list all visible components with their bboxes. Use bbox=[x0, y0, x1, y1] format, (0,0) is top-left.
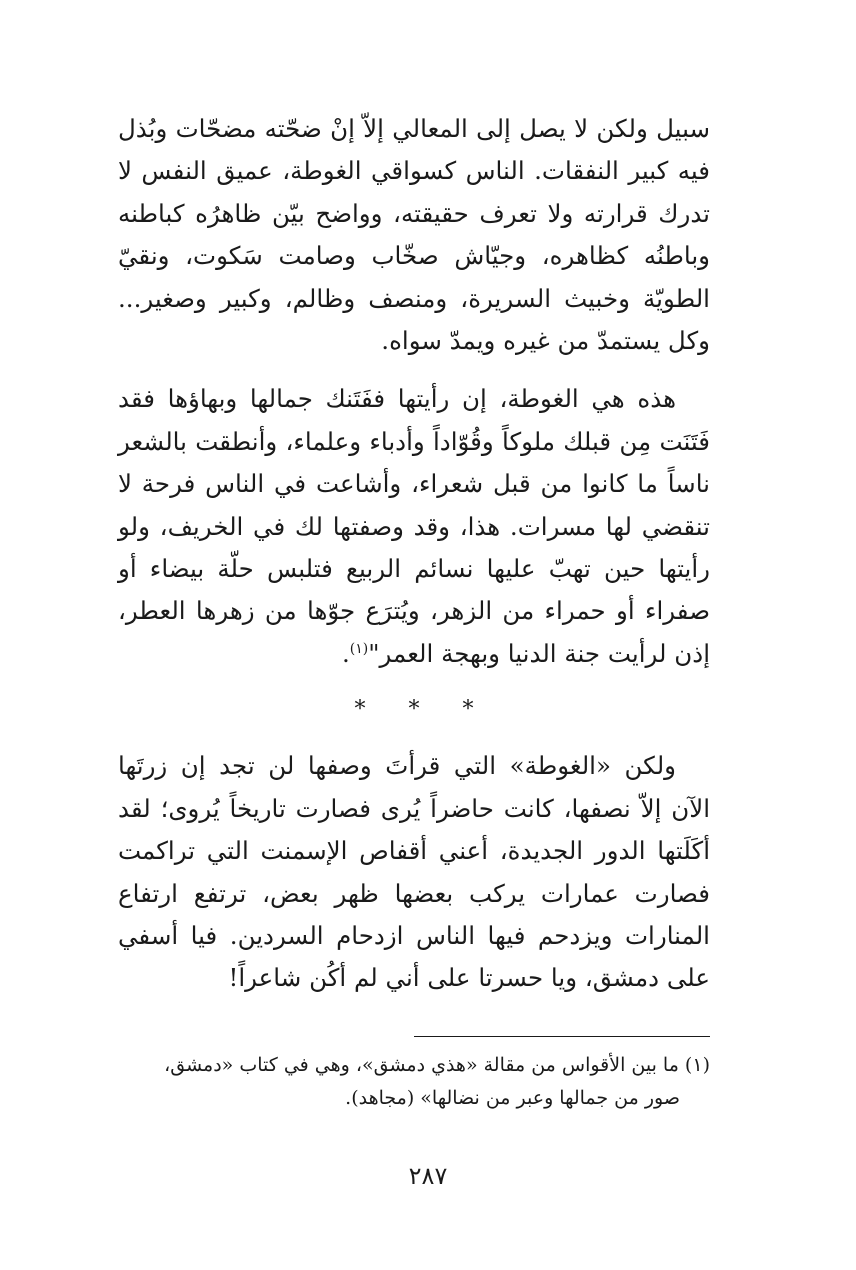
paragraph-continued bbox=[118, 108, 710, 362]
footnote-line-1: (١) ما بين الأقواس من مقالة «هذي دمشق»، وهي في كتاب «دمشق، bbox=[164, 1053, 710, 1076]
paragraph-text: ولكن «الغوطة» التي قرأتَ وصفها لن تجد إن زرتَها الآن إلاّ نصفها، كانت حاضراً يُرى فصارت تاريخاً يُروى؛ لقد أكَلَتها الدور الجديدة، أعني أقفاص الإسمنت التي تراكمت فصارت عمارات يركب بعضها ظهر بعض، ترتفع ارتفاع المنارات ويزدحم فيها الناس ازدحام السردين. فيا أسفي على دمشق، ويا حسرتا على أني لم أكُن شاعراً! bbox=[118, 751, 710, 993]
paragraph-text: سبيل ولكن لا يصل إلى المعالي إلاّ إنْ ضحّته مضحّات وبُذل فيه كبير النفقات. الناس كسواقي الغوطة، عميق النفس لا تدرك قرارته ولا تعرف حقيقته، وواضح بيّن ظاهرُه كباطنه وباطنُه كظاهره، وجيّاش صخّاب وصامت سَكوت، ونقيّ الطويّة وخبيث السريرة، ومنصف وظالم، وكبير وصغير... وكل يستمدّ من غيره ويمدّ سواه. bbox=[118, 114, 710, 356]
footnote-divider bbox=[414, 1036, 710, 1037]
footnote bbox=[118, 1049, 710, 1115]
section-separator: * * * bbox=[354, 697, 492, 723]
paragraph-ghouta bbox=[118, 378, 710, 675]
book-page bbox=[118, 108, 710, 1115]
footnote-line-2: صور من جمالها وعبر من نضالها» (مجاهد). bbox=[345, 1086, 680, 1109]
paragraph-text: هذه هي الغوطة، إن رأيتها ففَتَنك جمالها وبهاؤها فقد فَتَنَت مِن قبلك ملوكاً وقُوّاداً وأدباء وعلماء، وأنطقت بالشعر ناساً ما كانوا من قبل شعراء، وأشاعت في الناس فرحة لا تنقضي لها مسرات. هذا، وقد وصفتها لك في الخريف، ولو رأيتها حين تهبّ عليها نسائم الربيع فتلبس حلّة بيضاء أو صفراء أو حمراء من الزهر، ويُترَع جوّها من زهرها العطر، إذن لرأيت جنة الدنيا وبهجة العمر" bbox=[118, 384, 710, 668]
paragraph-but bbox=[118, 745, 710, 999]
paragraph-end-punctuation: . bbox=[342, 638, 350, 668]
footnote-reference[interactable]: (١) bbox=[349, 640, 369, 657]
page-number: ٢٨٧ bbox=[408, 1162, 448, 1190]
